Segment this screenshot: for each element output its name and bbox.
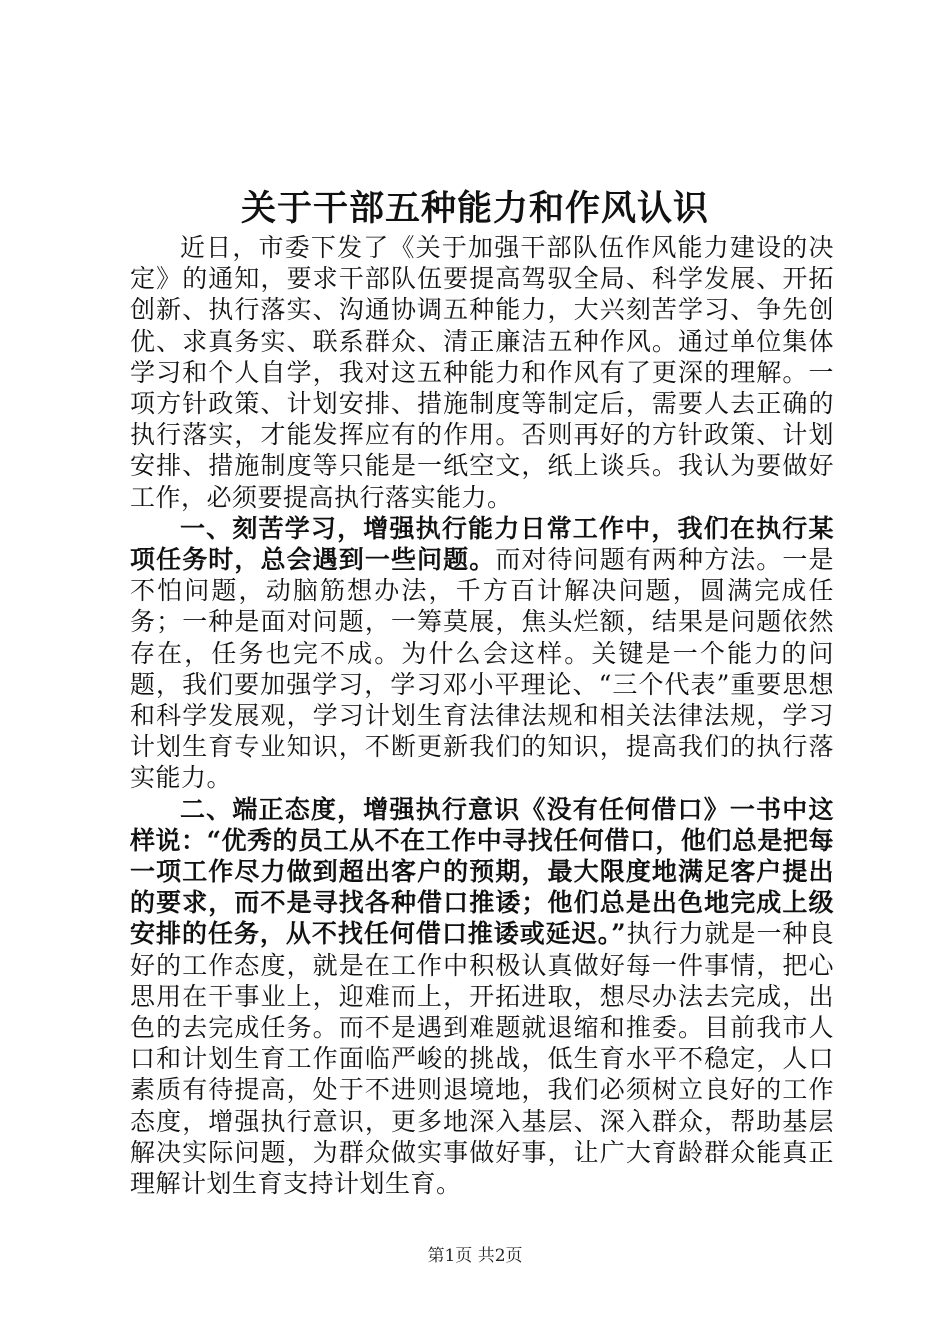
paragraph-lead: 二、端正态度，增强执行意识《没有任何借口》一书中这样说：“优秀的员工从不在工作中寻找任何借口，他们总是把每一项工作尽力做到超出客户的预期，最大限度地满足客户提出的要求，而不是寻找各种借口推诿；他们总是出色地完成上级安排的任务，从不找任何借口推诿或延迟。” [130, 794, 834, 949]
paragraph-lead: 一、刻苦学习，增强执行能力日常工作中，我们在执行某项任务时，总会遇到一些问题。 [130, 513, 834, 575]
paragraph-text: 而对待问题有两种方法。一是不怕问题，动脑筋想办法，千方百计解决问题，圆满完成任务；一种是面对问题，一筹莫展，焦头烂额，结果是问题依然存在，任务也完不成。为什么会这样。关键是一个能力的问题，我们要加强学习，学习邓小平理论、“三个代表”重要思想和科学发展观，学习计划生育法律法规和相关法律法规，学习计划生育专业知识，不断更新我们的知识，提高我们的执行落实能力。 [130, 545, 834, 793]
document-body [130, 232, 834, 1199]
page-number: 第1页 共2页 [427, 1246, 523, 1266]
paragraph-section-1 [130, 513, 834, 794]
paragraph-text: 近日，市委下发了《关于加强干部队伍作风能力建设的决定》的通知，要求干部队伍要提高驾驭全局、科学发展、开拓创新、执行落实、沟通协调五种能力，大兴刻苦学习、争先创优、求真务实、联系群众、清正廉洁五种作风。通过单位集体学习和个人自学，我对这五种能力和作风有了更深的理解。一项方针政策、计划安排、措施制度等制定后，需要人去正确的执行落实，才能发挥应有的作用。否则再好的方针政策、计划安排、措施制度等只能是一纸空文，纸上谈兵。我认为要做好工作，必须要提高执行落实能力。 [130, 233, 834, 512]
paragraph-text: 执行力就是一种良好的工作态度，就是在工作中积极认真做好每一件事情，把心思用在干事业上，迎难而上，开拓进取，想尽办法去完成，出色的去完成任务。而不是遇到难题就退缩和推委。目前我市人口和计划生育工作面临严峻的挑战，低生育水平不稳定，人口素质有待提高，处于不进则退境地，我们必须树立良好的工作态度，增强执行意识，更多地深入基层、深入群众，帮助基层解决实际问题，为群众做实事做好事，让广大育龄群众能真正理解计划生育支持计划生育。 [130, 919, 834, 1199]
paragraph-section-2 [130, 794, 834, 1200]
document-title: 关于干部五种能力和作风认识 [240, 188, 709, 229]
paragraph-intro [130, 232, 834, 513]
